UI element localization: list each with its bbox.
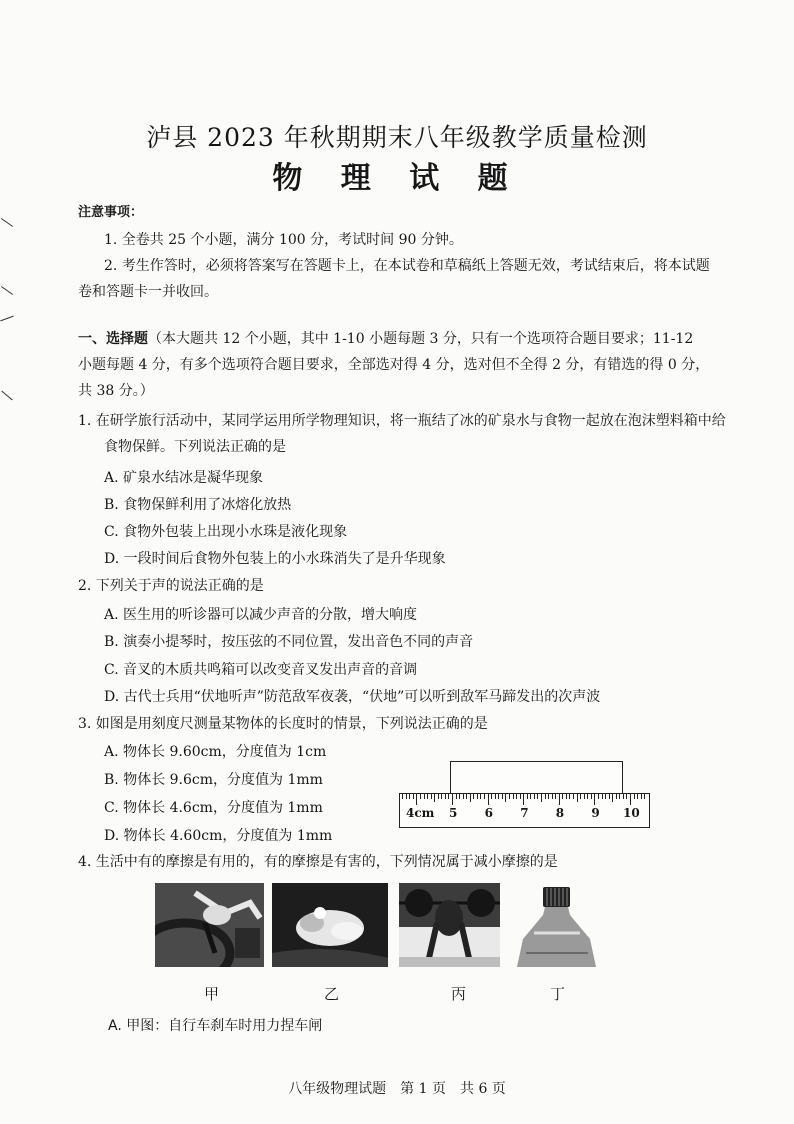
ruler-tick bbox=[626, 794, 627, 799]
ruler-tick bbox=[502, 794, 503, 799]
q4-option-a: A. 甲图：自行车刹车时用力捏车闸 bbox=[108, 1018, 323, 1034]
hands-powder-photo bbox=[272, 883, 388, 967]
ruler-tick bbox=[470, 794, 471, 802]
ruler-tick bbox=[459, 794, 460, 799]
ruler-tick bbox=[438, 794, 439, 799]
ruler-tick bbox=[480, 794, 481, 799]
page-footer: 八年级物理试题 第 1 页 共 6 页 bbox=[288, 1081, 506, 1097]
ruler-tick bbox=[452, 794, 453, 805]
ruler-tick bbox=[577, 794, 578, 802]
subject-title: 物 理 试 题 bbox=[272, 161, 522, 196]
ruler-tick bbox=[409, 794, 410, 799]
ruler-number-label: 5 bbox=[449, 806, 458, 820]
ruler-tick bbox=[427, 794, 428, 799]
ruler-tick bbox=[605, 794, 606, 799]
ruler-tick bbox=[473, 794, 474, 799]
ruler-tick bbox=[488, 794, 489, 805]
ruler-tick bbox=[594, 794, 595, 805]
ruler-tick bbox=[520, 794, 521, 799]
ruler-tick bbox=[555, 794, 556, 799]
q2-option-b: B. 演奏小提琴时，按压弦的不同位置，发出音色不同的声音 bbox=[104, 634, 474, 650]
ruler-tick bbox=[616, 794, 617, 799]
ruler-number-label: 10 bbox=[623, 806, 640, 820]
ruler-tick bbox=[413, 794, 414, 799]
q3-option-d: D. 物体长 4.60cm，分度值为 1mm bbox=[104, 828, 333, 844]
ruler-tick bbox=[566, 794, 567, 799]
scan-edge-mark bbox=[1, 286, 13, 295]
q3-option-c: C. 物体长 4.6cm，分度值为 1mm bbox=[104, 800, 323, 816]
ruler-tick bbox=[416, 794, 417, 805]
ruler-tick bbox=[406, 794, 407, 799]
exam-title: 泸县 2023 年秋期期末八年级教学质量检测 bbox=[146, 123, 648, 152]
question-3-stem: 3. 如图是用刻度尺测量某物体的长度时的情景，下列说法正确的是 bbox=[78, 716, 488, 732]
ruler-tick bbox=[573, 794, 574, 799]
ruler-tick bbox=[634, 794, 635, 799]
ruler-tick bbox=[431, 794, 432, 799]
ruler-tick bbox=[530, 794, 531, 799]
q3-option-a: A. 物体长 9.60cm，分度值为 1cm bbox=[104, 744, 327, 760]
ruler-tick bbox=[612, 794, 613, 802]
ruler-tick bbox=[534, 794, 535, 799]
ruler-tick bbox=[513, 794, 514, 799]
ruler-tick bbox=[463, 794, 464, 799]
bicycle-brake-photo bbox=[155, 883, 264, 967]
ruler-tick bbox=[587, 794, 588, 799]
q3-option-b: B. 物体长 9.6cm，分度值为 1mm bbox=[104, 772, 323, 788]
ruler-tick bbox=[537, 794, 538, 799]
ruler-tick bbox=[424, 794, 425, 799]
ruler-tick bbox=[445, 794, 446, 799]
ruler-tick bbox=[641, 794, 642, 799]
question-2-stem: 2. 下列关于声的说法正确的是 bbox=[78, 578, 264, 594]
photo-label-jia: 甲 bbox=[204, 985, 220, 1003]
measured-object bbox=[450, 761, 623, 795]
scan-edge-mark bbox=[0, 316, 13, 322]
ruler-tick bbox=[527, 794, 528, 799]
q2-option-a: A. 医生用的听诊器可以减少声音的分散，增大响度 bbox=[104, 607, 418, 623]
ruler-tick bbox=[598, 794, 599, 799]
ruler-tick bbox=[495, 794, 496, 799]
ruler-tick bbox=[523, 794, 524, 805]
q1-option-b: B. 食物保鲜利用了冰熔化放热 bbox=[104, 497, 292, 513]
question-4-stem: 4. 生活中有的摩擦是有用的，有的摩擦是有害的，下列情况属于减小摩擦的是 bbox=[78, 854, 558, 870]
ruler-tick bbox=[477, 794, 478, 799]
ruler-tick bbox=[545, 794, 546, 799]
section-1-intro bbox=[78, 326, 710, 404]
photo-label-ding: 丁 bbox=[550, 985, 566, 1003]
ruler-tick bbox=[505, 794, 506, 802]
ruler-tick bbox=[434, 794, 435, 802]
ruler-tick bbox=[516, 794, 517, 799]
notice-heading: 注意事项： bbox=[78, 205, 144, 220]
section-1-desc: （本大题共 12 个小题，其中 1-10 小题每题 3 分，只有一个选项符合题目要求；11-12 小题每题 4 分，有多个选项符合题目要求，全部选对得 4 分，选对但不全得 2 分，有错选的得 0 分，共 38 分。） bbox=[78, 331, 710, 399]
ruler-tick bbox=[619, 794, 620, 799]
ruler-tick bbox=[548, 794, 549, 799]
ruler-tick bbox=[569, 794, 570, 799]
ruler-number-label: 6 bbox=[484, 806, 493, 820]
ruler-tick bbox=[602, 794, 603, 799]
scan-edge-mark bbox=[1, 391, 12, 401]
q1-option-d: D. 一段时间后食物外包装上的小水珠消失了是升华现象 bbox=[104, 551, 446, 567]
ruler-tick bbox=[491, 794, 492, 799]
ruler-number-label: 7 bbox=[520, 806, 529, 820]
ruler-tick bbox=[484, 794, 485, 799]
ruler-tick bbox=[541, 794, 542, 802]
ruler-tick bbox=[420, 794, 421, 799]
ruler-number-label: 8 bbox=[555, 806, 565, 820]
ruler-tick bbox=[630, 794, 631, 805]
ruler-tick bbox=[456, 794, 457, 799]
photo-label-bing: 丙 bbox=[451, 985, 467, 1003]
q1-option-a: A. 矿泉水结冰是凝华现象 bbox=[104, 470, 264, 486]
ruler-tick bbox=[466, 794, 467, 799]
bottle-cap-photo bbox=[514, 883, 599, 967]
ruler-tick bbox=[623, 794, 624, 799]
ruler-tick bbox=[509, 794, 510, 799]
scan-edge-mark bbox=[1, 218, 13, 227]
ruler-tick bbox=[441, 794, 442, 799]
q2-option-d: D. 古代士兵用“伏地听声”防范敌军夜袭，“伏地”可以听到敌军马蹄发出的次声波 bbox=[104, 689, 601, 705]
ruler-tick bbox=[644, 794, 645, 799]
notice-item-1: 1. 全卷共 25 个小题，满分 100 分，考试时间 90 分钟。 bbox=[104, 232, 463, 248]
ruler-tick bbox=[584, 794, 585, 799]
ruler-tick bbox=[591, 794, 592, 799]
question-1-stem: 1. 在研学旅行活动中，某同学运用所学物理知识，将一瓶结了冰的矿泉水与食物一起放在泡沫塑料箱中给食物保鲜。下列说法正确的是 bbox=[78, 413, 726, 455]
section-1-heading: 一、选择题 bbox=[78, 331, 148, 347]
ruler-tick bbox=[637, 794, 638, 799]
ruler-tick bbox=[448, 794, 449, 799]
ruler-number-label: 9 bbox=[591, 806, 600, 820]
weightlifter-photo bbox=[399, 883, 500, 967]
ruler-unit-label: 4cm bbox=[406, 806, 435, 820]
ruler-tick bbox=[609, 794, 610, 799]
ruler-tick bbox=[559, 794, 560, 805]
q2-option-c: C. 音叉的木质共鸣箱可以改变音叉发出声音的音调 bbox=[104, 662, 418, 678]
ruler-tick bbox=[402, 794, 403, 799]
photo-label-yi: 乙 bbox=[324, 985, 340, 1003]
notice-item-2: 2. 考生作答时，必须将答案写在答题卡上，在本试卷和草稿纸上答题无效，考试结束后，将本试题卷和答题卡一并收回。 bbox=[78, 258, 710, 300]
ruler bbox=[399, 793, 650, 828]
q1-option-c: C. 食物外包装上出现小水珠是液化现象 bbox=[104, 524, 348, 540]
ruler-tick bbox=[562, 794, 563, 799]
ruler-tick bbox=[552, 794, 553, 799]
ruler-tick bbox=[580, 794, 581, 799]
ruler-tick bbox=[498, 794, 499, 799]
